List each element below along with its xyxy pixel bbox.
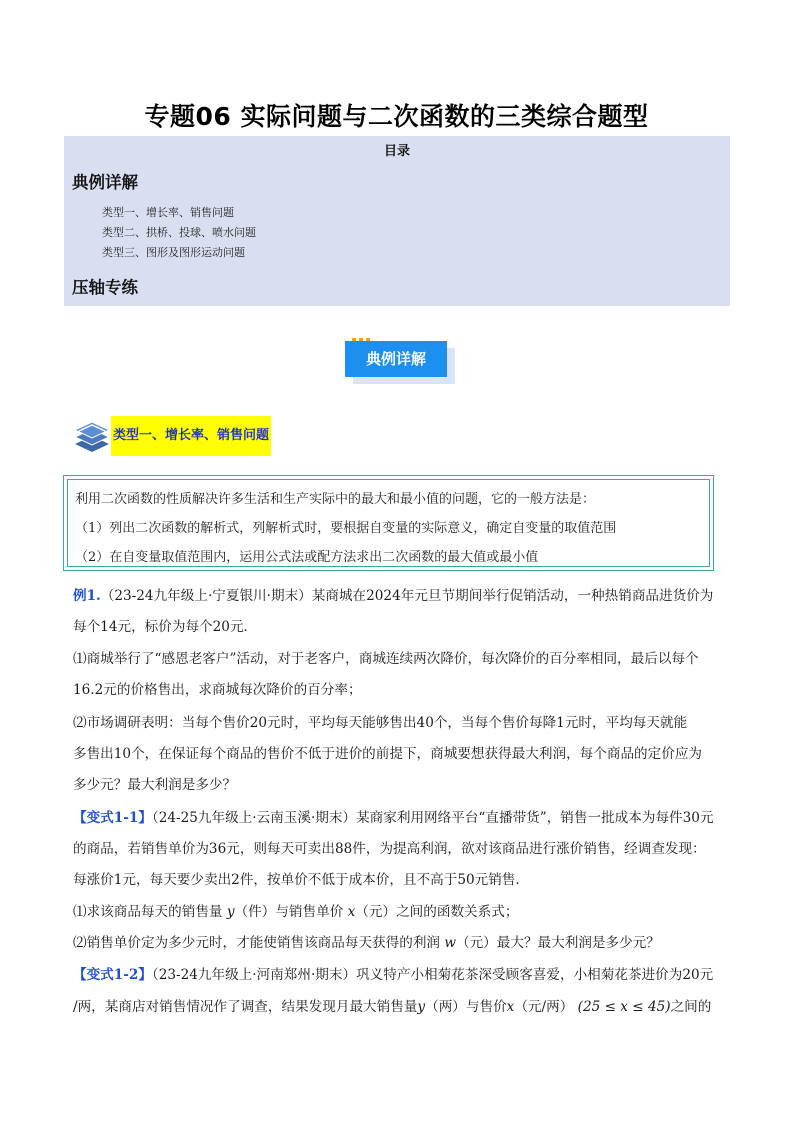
table-of-contents (64, 136, 730, 306)
method-line-1: 利用二次函数的性质解决许多生活和生产实际中的最大和最小值的问题，它的一般方法是： (75, 492, 596, 507)
method-box (63, 475, 714, 571)
banner-dots (352, 338, 372, 341)
variable-w: w (444, 935, 456, 951)
stacked-books-icon (73, 417, 111, 455)
variant1-line-2: 的商品，若销售单价为36元，则每天可卖出88件，为提高利润，欲对该商品进行涨价销售，经调查发现： (73, 841, 706, 857)
toc-section-examples[interactable]: 典例详解 (72, 173, 138, 192)
variable-y-2: y (417, 999, 426, 1015)
variant2-line-1 (73, 963, 713, 983)
variant2-text-c: （元/两） (514, 999, 574, 1015)
variant2-line-2 (73, 995, 711, 1015)
example1-label: 例1. (73, 588, 101, 604)
variant2-text-d: 之间的 (670, 999, 712, 1015)
method-line-2: （1）列出二次函数的解析式，列解析式时，要根据自变量的实际意义，确定自变量的取值范围 (75, 521, 617, 536)
variant1-label: 【变式1-1】 (73, 810, 152, 826)
variant1-q2-text-a: ⑵销售单价定为多少元时，才能使销售该商品每天获得的利润 (73, 935, 441, 951)
example1-q2-line-2: 多售出10个，在保证每个商品的售价不低于进价的前提下，商城要想获得最大利润，每个商品的定价应为 (73, 746, 703, 762)
variable-y: y (226, 904, 235, 920)
example1-q1-line-2: 16.2元的价格售出，求商城每次降价的百分率； (73, 682, 362, 698)
variant1-q2-text-b: （元）最大？最大利润是多少元？ (456, 935, 660, 951)
example1-line-1 (73, 584, 713, 604)
toc-label: 目录 (383, 144, 410, 159)
toc-section-challenge[interactable]: 压轴专练 (72, 278, 138, 297)
banner-label: 典例详解 (345, 341, 447, 377)
variant1-q1-text-c: （元）之间的函数关系式； (355, 904, 519, 920)
type-heading-label: 类型一、增长率、销售问题 (111, 416, 271, 456)
example1-q1-line-1: ⑴商城举行了“感恩老客户”活动，对于老客户，商城连续两次降价，每次降价的百分率相同，最后以每个 (73, 651, 699, 667)
variant1-text-1: （24-25九年级上·云南玉溪·期末）某商家利用网络平台“直播带货”，销售一批成本为每件30元 (151, 810, 714, 826)
section-banner (345, 341, 447, 377)
variant2-text-a: /两，某商店对销售情况作了调查，结果发现月最大销售量 (73, 999, 418, 1015)
example1-q2-line-3: 多少元？最大利润是多少？ (73, 777, 237, 793)
example1-line-2: 每个14元，标价为每个20元． (73, 619, 258, 635)
variant1-q1 (73, 900, 518, 920)
variant2-text-b: （两）与售价 (425, 999, 507, 1015)
range-expression: (25 ≤ x ≤ 45) (577, 999, 671, 1015)
variant1-line-1 (73, 806, 714, 826)
variant1-q1-text-b: （件）与销售单价 (234, 904, 344, 920)
method-line-3: （2）在自变量取值范围内，运用公式法或配方法求出二次函数的最大值或最小值 (75, 550, 539, 565)
method-box-inner (67, 479, 710, 567)
variant1-q2 (73, 931, 660, 951)
variant2-label: 【变式1-2】 (73, 967, 152, 983)
toc-item-type3[interactable]: 类型三、图形及图形运动问题 (102, 246, 245, 259)
page-title: 专题06 实际问题与二次函数的三类综合题型 (144, 102, 649, 131)
example1-q2-line-1: ⑵市场调研表明：当每个售价20元时，平均每天能够售出40个，当每个售价每降1元时，平均每天就能 (73, 715, 688, 731)
variant1-line-3: 每涨价1元，每天要少卖出2件，按单价不低于成本价，且不高于50元销售． (73, 872, 529, 888)
variant1-q1-text-a: ⑴求该商品每天的销售量 (73, 904, 223, 920)
toc-item-type2[interactable]: 类型二、拱桥、投球、喷水问题 (102, 226, 256, 239)
type-heading (73, 415, 293, 457)
toc-item-type1[interactable]: 类型一、增长率、销售问题 (102, 206, 234, 219)
variable-x-2: x (506, 999, 515, 1015)
variable-x: x (347, 904, 356, 920)
variant2-text-1: （23-24九年级上·河南郑州·期末）巩义特产小相菊花茶深受顾客喜爱，小相菊花茶进价为20元 (151, 967, 714, 983)
example1-text-1: （23-24九年级上·宁夏银川·期末）某商城在2024年元旦节期间举行促销活动，一种热销商品进货价为 (100, 588, 714, 604)
